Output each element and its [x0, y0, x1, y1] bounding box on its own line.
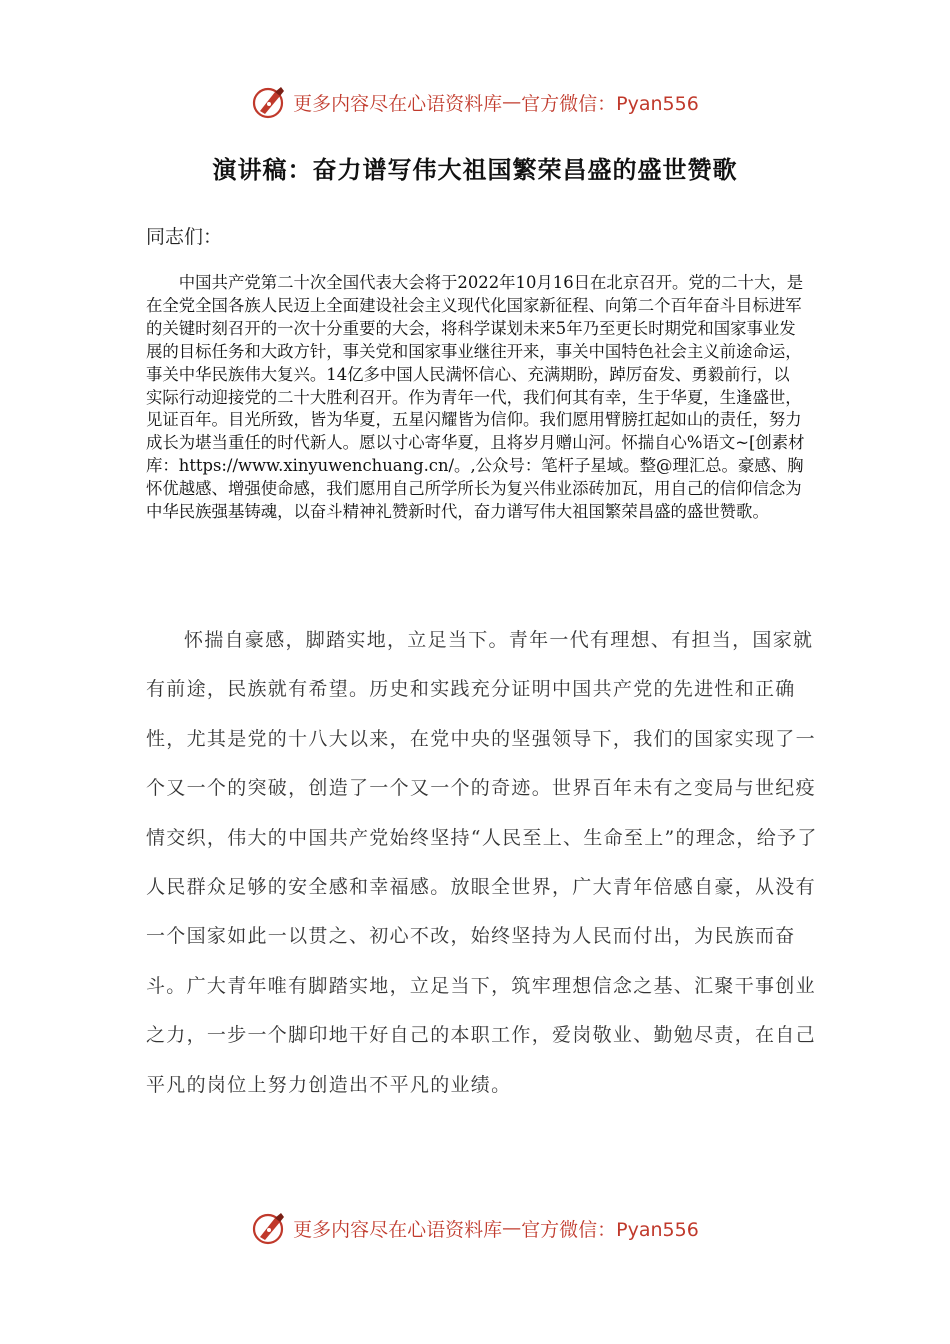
pen-nib-circle-icon [251, 1210, 287, 1246]
pen-nib-circle-icon [251, 84, 287, 120]
header-banner-text: 更多内容尽在心语资料库 [293, 92, 503, 115]
header-banner-wechat: 官方微信：Pyan556 [521, 92, 699, 115]
paragraph-2: 怀揣自豪感，脚踏实地，立足当下。青年一代有理想、有担当，国家就有前途，民族就有希望。历史和实践充分证明中国共产党的先进性和正确性，尤其是党的十八大以来，在党中央的坚强领导下，我们的国家实现了一个又一个的突破，创造了一个又一个的奇迹。世界百年未有之变局与世纪疫情交织，伟大的中国共产党始终坚持“人民至上、生命至上”的理念，给予了人民群众足够的安全感和幸福感。放眼全世界，广大青年倍感自豪，从没有一个国家如此一以贯之、初心不改，始终坚持为人民而付出，为民族而奋斗。广大青年唯有脚踏实地，立足当下，筑牢理想信念之基、汇聚干事创业之力，一步一个脚印地干好自己的本职工作，爱岗敬业、勤勉尽责，在自己平凡的岗位上努力创造出不平凡的业绩。 [146, 629, 818, 1096]
header-banner-separator: — [502, 91, 522, 113]
greeting: 同志们： [146, 226, 223, 248]
document-title: 演讲稿：奋力谱写伟大祖国繁荣昌盛的盛世赞歌 [212, 156, 738, 184]
header-banner [0, 80, 950, 124]
paragraph-1: 中国共产党第二十次全国代表大会将于2022年10月16日在北京召开。党的二十大，是在全党全国各族人民迈上全面建设社会主义现代化国家新征程、向第二个百年奋斗目标进军的关键时刻召开的一次十分重要的大会，将科学谋划未来5年乃至更长时期党和国家事业发展的目标任务和大政方针，事关党和国家事业继往开来，事关中国特色社会主义前途命运，事关中华民族伟大复兴。14亿多中国人民满怀信心、充满期盼，踔厉奋发、勇毅前行，以实际行动迎接党的二十大胜利召开。作为青年一代，我们何其有幸，生于华夏，生逢盛世，见证百年。目光所致，皆为华夏，五星闪耀皆为信仰。我们愿用臂膀扛起如山的责任，努力成长为堪当重任的时代新人。愿以寸心寄华夏，且将岁月赠山河。怀揣自心%语文~[创素材库：https://www.xinyuwenchuang.cn/。,公众号：笔杆子星域。整@理汇总。豪感、胸怀优越感、增强使命感，我们愿用自己所学所长为复兴伟业添砖加瓦，用自己的信仰信念为中华民族强基铸魂，以奋斗精神礼赞新时代，奋力谱写伟大祖国繁荣昌盛的盛世赞歌。 [146, 273, 805, 522]
footer-banner-text: 更多内容尽在心语资料库 [293, 1218, 503, 1241]
footer-banner-separator: — [502, 1217, 522, 1239]
footer-banner-wechat: 官方微信：Pyan556 [521, 1218, 699, 1241]
footer-banner [0, 1206, 950, 1250]
